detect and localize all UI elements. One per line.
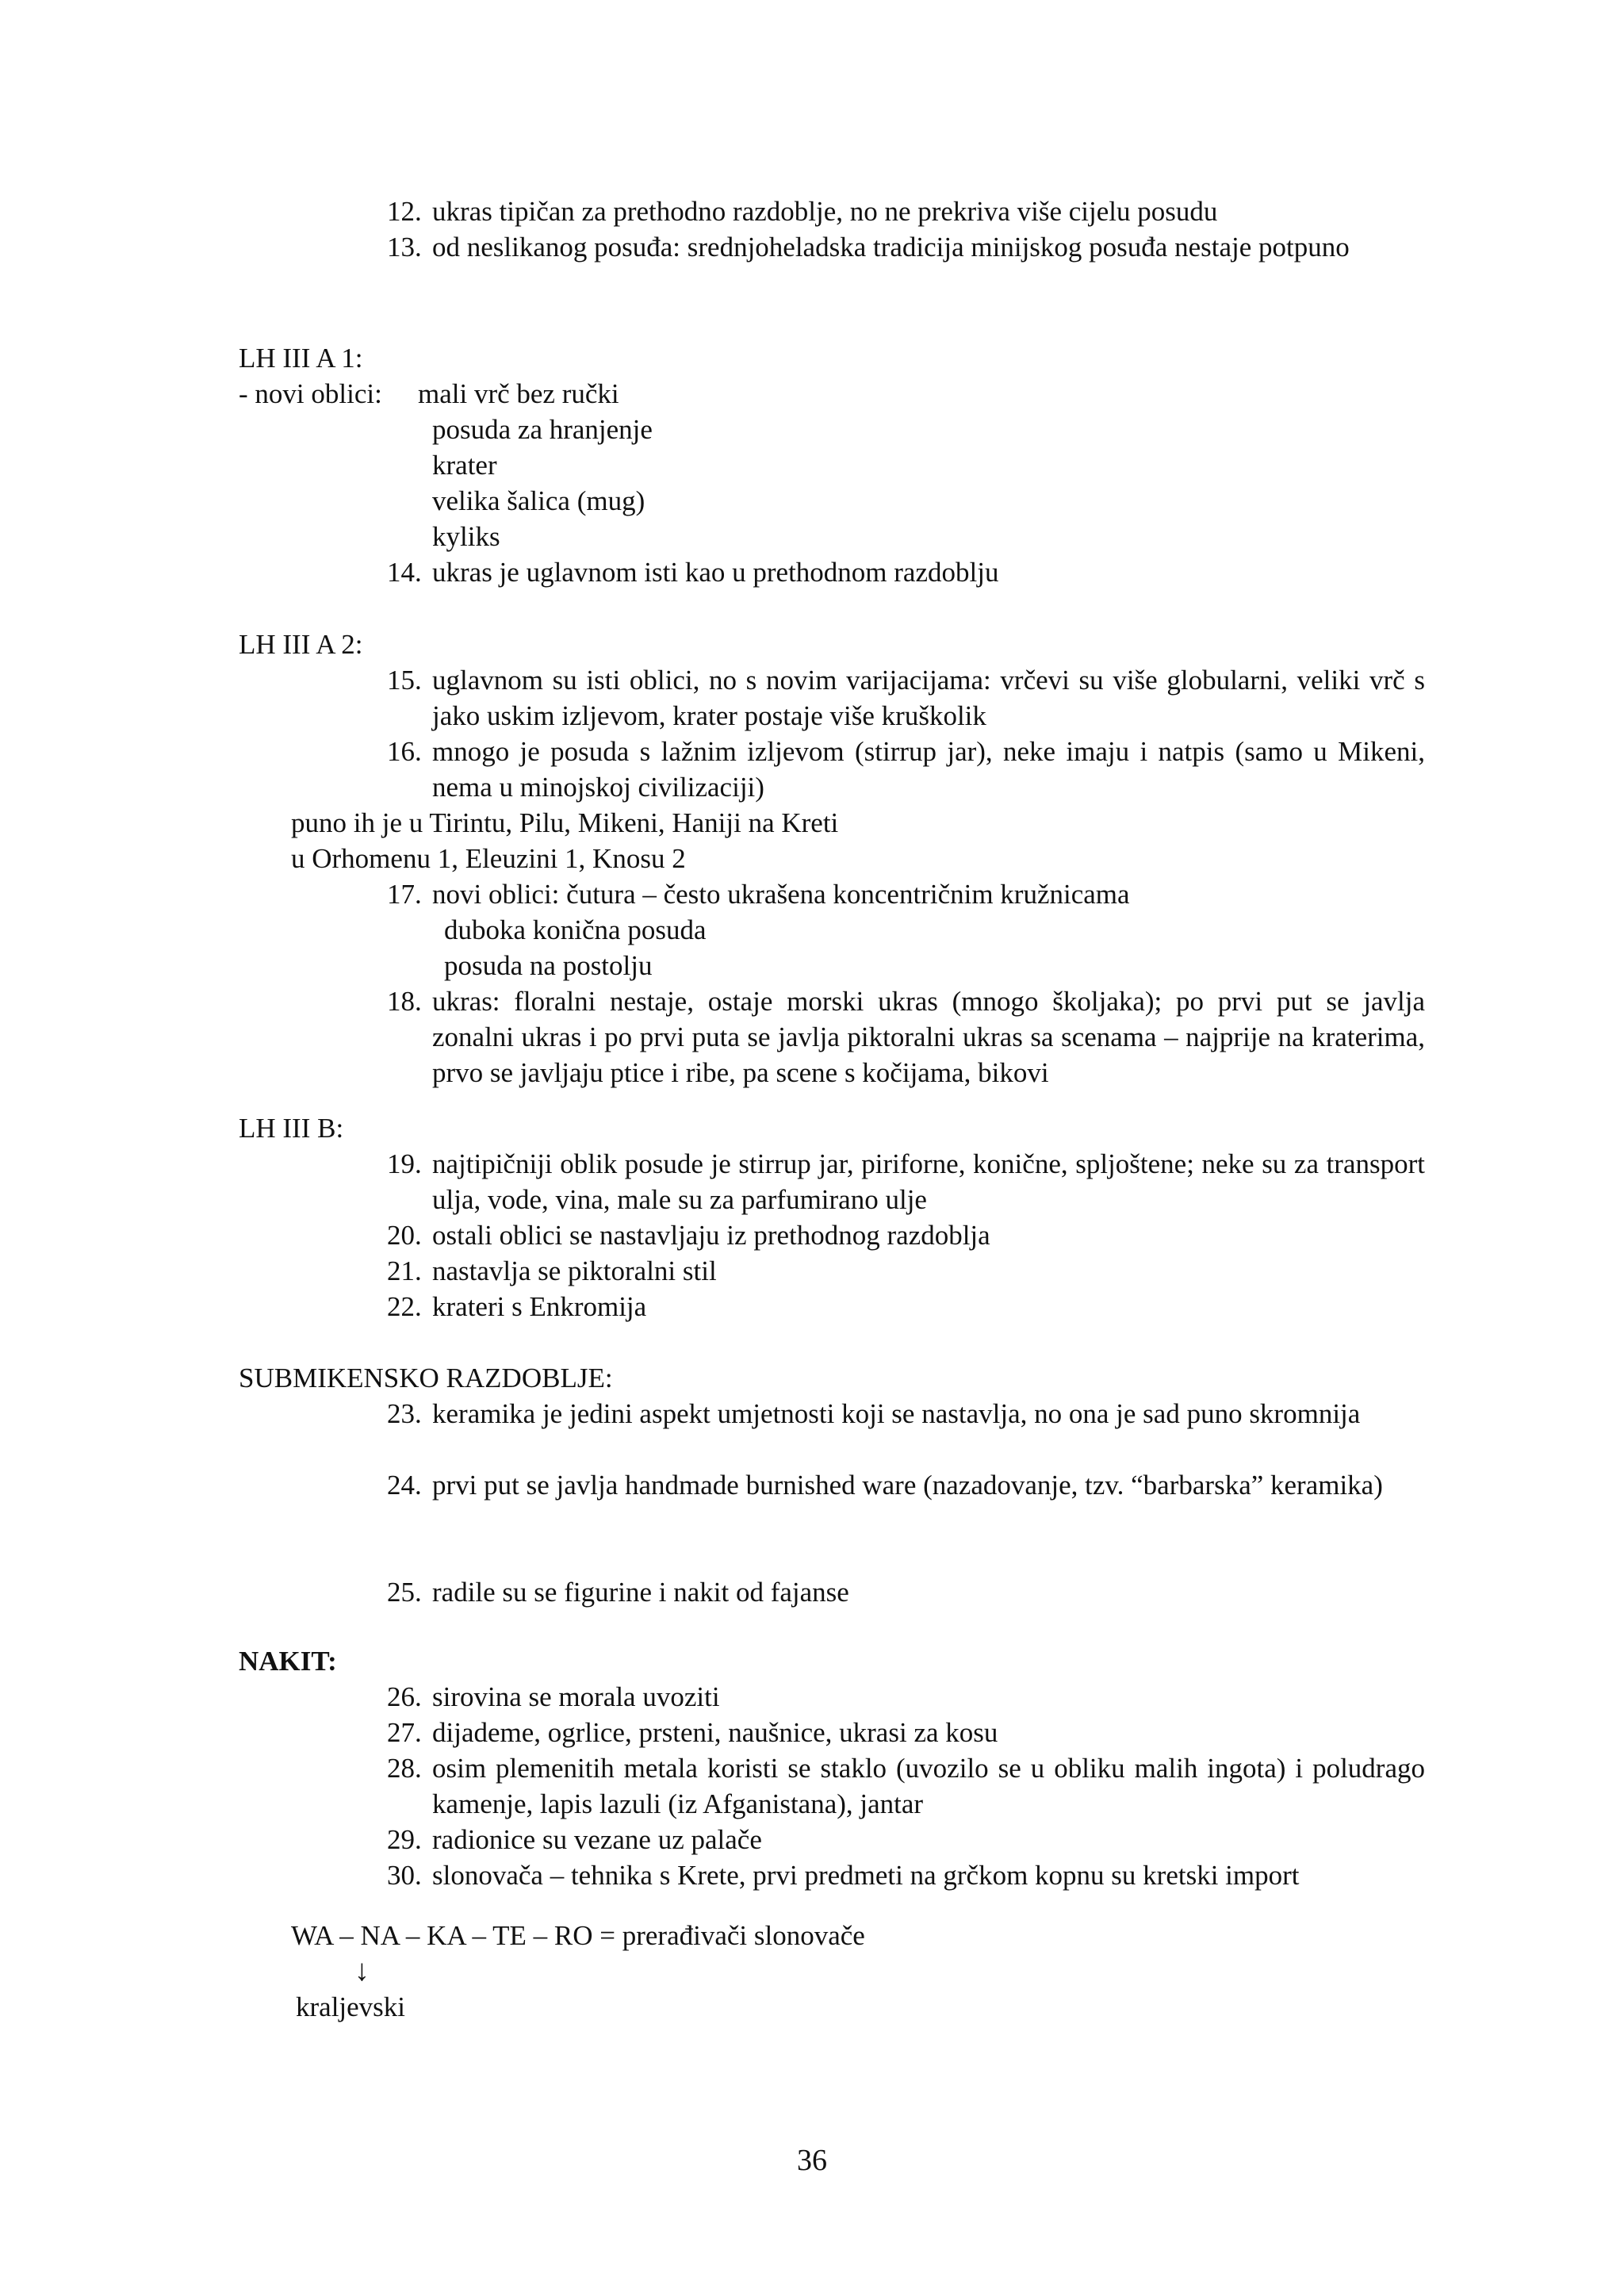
- item-number: 28.: [387, 1753, 422, 1784]
- form-item: posuda za hranjenje: [432, 414, 653, 445]
- item-text: nastavlja se piktoralni stil: [432, 1255, 717, 1286]
- form-item: krater: [432, 450, 497, 481]
- form-item: velika šalica (mug): [432, 485, 645, 516]
- item-text: slonovača – tehnika s Krete, prvi predmeti na grčkom kopnu su kretski import: [432, 1860, 1300, 1891]
- page-number: 36: [797, 2144, 827, 2177]
- section-heading-jewelry: NAKIT:: [239, 1646, 337, 1677]
- item-number: 29.: [387, 1824, 422, 1855]
- list-item: [387, 1146, 1425, 1217]
- item-text: sirovina se morala uvoziti: [432, 1681, 720, 1712]
- section-heading-lh3b: LH III B:: [239, 1113, 344, 1144]
- list-item: [387, 1289, 1425, 1324]
- section-heading-lh3a1: LH III A 1:: [239, 343, 363, 374]
- form-item: kyliks: [432, 521, 500, 552]
- form-item: mali vrč bez ručki: [418, 378, 619, 409]
- list-item: [387, 194, 1425, 229]
- item-number: 21.: [387, 1255, 422, 1286]
- item-text: radionice su vezane uz palače: [432, 1824, 762, 1855]
- item-text: ostali oblici se nastavljaju iz prethodnog razdoblja: [432, 1220, 990, 1251]
- item-text: radile su se figurine i nakit od fajanse: [432, 1577, 849, 1608]
- item-number: 24.: [387, 1470, 422, 1501]
- form-item: posuda na postolju: [444, 950, 653, 981]
- down-arrow-icon: ↓: [354, 1954, 370, 1987]
- item-text: najtipičniji oblik posude je stirrup jar, piriforne, konične, spljoštene; neke su za transport ulja, vode, vina, male su za parfumirano ulje: [432, 1148, 1425, 1215]
- item-text: dijademe, ogrlice, prsteni, naušnice, ukrasi za kosu: [432, 1717, 998, 1748]
- section-heading-submycenaean: SUBMIKENSKO RAZDOBLJE:: [239, 1363, 613, 1393]
- list-item: [387, 734, 1425, 805]
- list-item: [387, 1467, 1425, 1503]
- forms-label: - novi oblici:: [239, 378, 382, 409]
- list-item: [387, 1822, 1425, 1857]
- item-number: 17.: [387, 879, 422, 910]
- list-item: [387, 554, 1425, 590]
- item-text: krateri s Enkromija: [432, 1291, 647, 1322]
- form-item: duboka konična posuda: [444, 914, 707, 945]
- item-number: 20.: [387, 1220, 422, 1251]
- list-item: [387, 1715, 1425, 1750]
- item-text: uglavnom su isti oblici, no s novim varijacijama: vrčevi su više globularni, veliki vrč s jako uskim izljevom, krater postaje više kruškolik: [432, 665, 1425, 731]
- list-item: [387, 1574, 1425, 1610]
- list-item: [387, 1217, 1425, 1253]
- item-number: 19.: [387, 1148, 422, 1179]
- item-text: ukras je uglavnom isti kao u prethodnom razdoblju: [432, 557, 999, 588]
- item-text: ukras tipičan za prethodno razdoblje, no ne prekriva više cijelu posudu: [432, 196, 1218, 227]
- item-text: prvi put se javlja handmade burnished ware (nazadovanje, tzv. “barbarska” keramika): [432, 1470, 1383, 1501]
- item-number: 26.: [387, 1681, 422, 1712]
- term-note: kraljevski: [296, 1991, 406, 2022]
- item-text: od neslikanog posuđa: srednjoheladska tradicija minijskog posuđa nestaje potpuno: [432, 232, 1350, 263]
- item-number: 12.: [387, 196, 422, 227]
- list-item: [387, 983, 1425, 1091]
- list-item: [387, 662, 1425, 734]
- item-text: novi oblici: čutura – često ukrašena koncentričnim kružnicama: [432, 879, 1130, 910]
- list-item: [387, 1750, 1425, 1822]
- item-number: 23.: [387, 1398, 422, 1429]
- item-number: 27.: [387, 1717, 422, 1748]
- item-number: 14.: [387, 557, 422, 588]
- item-number: 15.: [387, 665, 422, 696]
- section-heading-lh3a2: LH III A 2:: [239, 629, 363, 660]
- item-number: 18.: [387, 986, 422, 1017]
- item-number: 25.: [387, 1577, 422, 1608]
- item-number: 30.: [387, 1860, 422, 1891]
- item-text: mnogo je posuda s lažnim izljevom (stirrup jar), neke imaju i natpis (samo u Mikeni, nema u minojskoj civilizaciji): [432, 736, 1425, 803]
- item-text: osim plemenitih metala koristi se staklo (uvozilo se u obliku malih ingota) i poludrago kamenje, lapis lazuli (iz Afganistana), jantar: [432, 1753, 1425, 1819]
- list-item: [387, 876, 1425, 912]
- list-item: [387, 1857, 1425, 1893]
- list-item: [387, 1679, 1425, 1715]
- item-text: keramika je jedini aspekt umjetnosti koji se nastavlja, no ona je sad puno skromnija: [432, 1398, 1361, 1429]
- item-number: 13.: [387, 232, 422, 263]
- list-item: [387, 229, 1425, 265]
- item-number: 22.: [387, 1291, 422, 1322]
- list-item: [387, 1253, 1425, 1289]
- item-text: ukras: floralni nestaje, ostaje morski ukras (mnogo školjaka); po prvi put se javlja zonalni ukras i po prvi puta se javlja piktoralni ukras sa scenama – najprije na kraterima, prvo se javljaju ptice i ribe, pa scene s kočijama, bikovi: [432, 986, 1425, 1088]
- note-line: u Orhomenu 1, Eleuzini 1, Knosu 2: [291, 843, 686, 874]
- note-line: puno ih je u Tirintu, Pilu, Mikeni, Haniji na Kreti: [291, 807, 839, 838]
- list-item: [387, 1396, 1425, 1432]
- item-number: 16.: [387, 736, 422, 767]
- ivory-worker-term: WA – NA – KA – TE – RO = prerađivači slonovače: [291, 1920, 865, 1951]
